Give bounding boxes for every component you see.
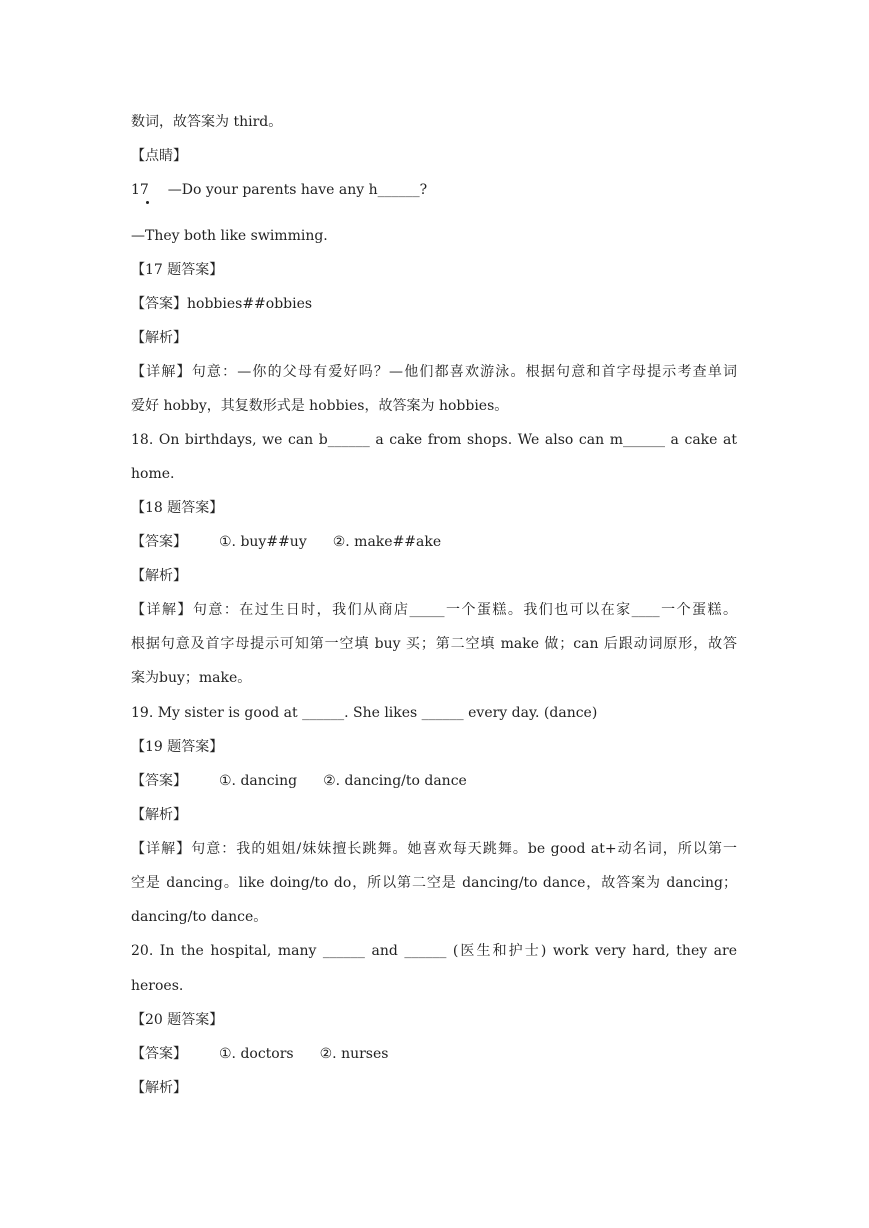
explanation-line: 【详解】句意：在过生日时，我们从商店_____一个蛋糕。我们也可以在家____一个蛋糕。 bbox=[131, 602, 737, 618]
explanation-line: dancing/to dance。 bbox=[131, 909, 268, 925]
answer-label: 【答案】 bbox=[131, 773, 187, 789]
explanation-line: 案为buy；make。 bbox=[131, 670, 252, 686]
explanation-line: 空是 dancing。like doing/to do，所以第二空是 dancing/to dance，故答案为 dancing； bbox=[131, 875, 737, 891]
answer-blank-1: ①. doctors bbox=[219, 1046, 294, 1062]
question-20: 20. In the hospital, many ______ and ______ (医生和护士) work very hard, they are bbox=[131, 943, 737, 959]
question-19: 19. My sister is good at ______. She likes ______ every day. (dance) bbox=[131, 705, 598, 721]
answer-line: 【答案】hobbies##obbies bbox=[131, 296, 313, 312]
explanation-line: 【详解】句意：我的姐姐/妹妹擅长跳舞。她喜欢每天跳舞。be good at+动名词，所以第一 bbox=[131, 841, 737, 857]
analysis-heading: 【解析】 bbox=[131, 807, 187, 823]
answer-heading: 【17 题答案】 bbox=[131, 262, 224, 278]
question-17 bbox=[131, 180, 737, 200]
answer-line bbox=[131, 1044, 737, 1064]
answer-label: 【答案】 bbox=[131, 1046, 187, 1062]
answer-blank-2: ②. make##ake bbox=[332, 534, 442, 550]
answer-blank-2: ②. nurses bbox=[319, 1046, 389, 1062]
answer-blank-1: ①. buy##uy bbox=[219, 534, 307, 550]
analysis-heading: 【解析】 bbox=[131, 568, 187, 584]
answer-line bbox=[131, 771, 737, 791]
answer-heading: 【20 题答案】 bbox=[131, 1012, 224, 1028]
answer-heading: 【18 题答案】 bbox=[131, 500, 224, 516]
question-18: 18. On birthdays, we can b______ a cake from shops. We also can m______ a cake at bbox=[131, 432, 737, 448]
analysis-heading: 【解析】 bbox=[131, 1080, 187, 1096]
number-dot bbox=[146, 201, 149, 204]
question-text: heroes. bbox=[131, 978, 184, 994]
question-text: home. bbox=[131, 466, 175, 482]
answer-line bbox=[131, 532, 737, 552]
explanation-line: 爱好 hobby，其复数形式是 hobbies，故答案为 hobbies。 bbox=[131, 398, 509, 414]
section-heading-comment: 【点睛】 bbox=[131, 148, 187, 164]
answer-label: 【答案】 bbox=[131, 534, 187, 550]
analysis-heading: 【解析】 bbox=[131, 330, 187, 346]
question-text: —They both like swimming. bbox=[131, 228, 328, 244]
answer-blank-2: ②. dancing/to dance bbox=[323, 773, 467, 789]
answer-heading: 【19 题答案】 bbox=[131, 739, 224, 755]
question-number: 17 bbox=[131, 182, 149, 198]
question-text: —Do your parents have any h______? bbox=[167, 182, 428, 198]
explanation-line: 根据句意及首字母提示可知第一空填 buy 买；第二空填 make 做；can 后跟动词原形，故答 bbox=[131, 636, 737, 652]
text-line: 数词，故答案为 third。 bbox=[131, 114, 283, 130]
explanation-line: 【详解】句意：—你的父母有爱好吗？—他们都喜欢游泳。根据句意和首字母提示考查单词 bbox=[131, 364, 737, 380]
answer-blank-1: ①. dancing bbox=[219, 773, 298, 789]
